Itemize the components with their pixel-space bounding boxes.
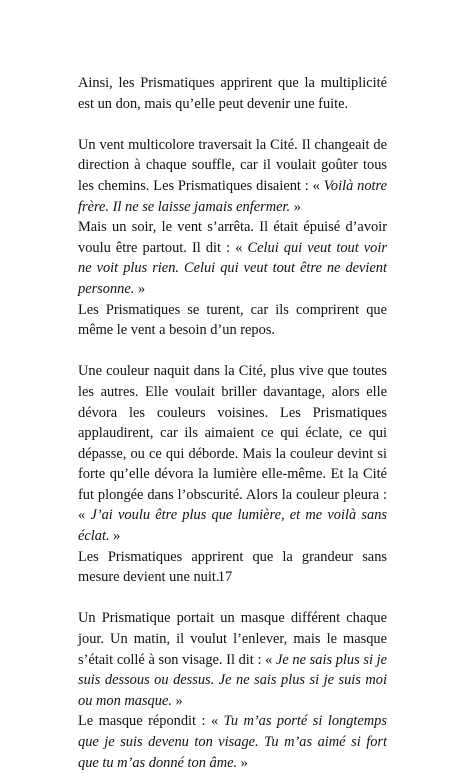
paragraph-mask: [78, 608, 387, 711]
paragraph-text: Ainsi, les Prismatiques apprirent que la multiplicité est un don, mais qu’elle peut devenir une fuite.: [78, 75, 387, 112]
paragraph-text: Un Prismatique portait un masque différent chaque jour. Un matin, il voulut l’enlever, mais le masque s’était collé à son visage. Il dit : «: [78, 610, 387, 668]
paragraph-color: [78, 361, 387, 546]
paragraph-spacer: [78, 114, 387, 135]
paragraph-text: Une couleur naquit dans la Cité, plus vive que toutes les autres. Elle voulait briller davantage, alors elle dévora les couleurs voisines. Les Prismatiques applaudirent, car ils aimaient ce qui éclate, ce qui dépasse, ou ce qui déborde. Mais la couleur devint si forte qu’elle dévora la lumière elle-même. Et la Cité fut plongée dans l’obscurité. Alors la couleur pleura : «: [78, 363, 387, 524]
paragraph-multiplicity: [78, 73, 387, 114]
quote-close: »: [171, 692, 183, 709]
paragraph-text: Mais un soir, le vent s’arrêta. Il était épuisé d’avoir voulu être partout. Il dit : «: [78, 219, 387, 256]
paragraph-spacer: [78, 341, 387, 362]
quote-close: »: [237, 754, 248, 771]
quote-close: »: [290, 198, 301, 215]
paragraph-text: Un vent multicolore traversait la Cité. Il changeait de direction à chaque souffle, car il voulait goûter tous les chemins. Les Prismatiques disaient : «: [78, 136, 387, 194]
paragraph-text: Les Prismatiques se turent, car ils comprirent que même le vent a besoin d’un repos.: [78, 301, 387, 339]
paragraph-wind-stops: [78, 217, 387, 299]
quote-italic: J’ai voulu être plus que lumière, et me voilà sans éclat.: [78, 507, 388, 545]
paragraph-wind: [78, 135, 387, 217]
quote-close: »: [134, 280, 146, 297]
paragraph-text: Le masque répondit : «: [78, 713, 224, 730]
page-number: 17: [217, 569, 233, 585]
paragraph-mask-reply: [78, 711, 387, 773]
quote-italic: Voilà notre frère. Il ne se laisse jamais enfermer.: [78, 177, 387, 215]
paragraph-spacer: [78, 588, 387, 609]
paragraph-wind-rest: [78, 300, 387, 341]
quote-italic: Celui qui veut tout voir ne voit plus rien. Celui qui veut tout être ne devient personne.: [78, 239, 387, 297]
quote-close: »: [109, 528, 121, 545]
paragraph-text: Les Prismatiques apprirent que la grandeur sans mesure devient une nuit.: [78, 548, 387, 586]
quote-italic: Je ne sais plus si je suis dessous ou dessus. Je ne sais plus si je suis moi ou mon masque.: [78, 651, 388, 709]
quote-italic: Tu m’as porté si longtemps que je suis devenu ton visage. Tu m’as aimé si fort que tu m’as donné ton âme.: [78, 713, 387, 771]
